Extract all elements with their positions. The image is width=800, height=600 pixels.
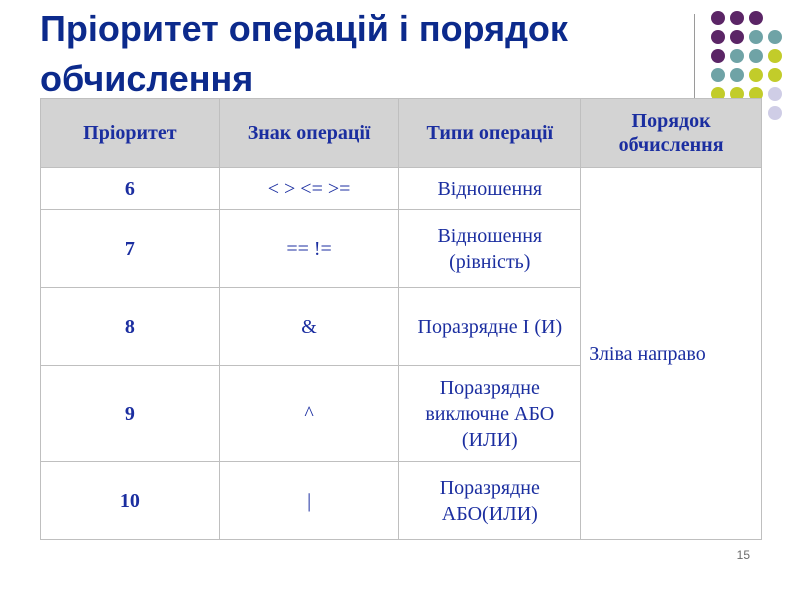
header-priority: Пріоритет [41, 99, 220, 168]
priority-cell: 10 [41, 462, 220, 540]
priority-cell: 6 [41, 168, 220, 210]
evaluation-order-cell: Зліва направо [581, 168, 762, 540]
decorative-dot [711, 68, 725, 82]
sign-cell: ^ [219, 366, 399, 462]
decorative-dot [730, 11, 744, 25]
decorative-dot [730, 49, 744, 63]
decorative-dot [749, 68, 763, 82]
decorative-dot [768, 87, 782, 101]
slide-title: Пріоритет операцій і порядок обчислення [40, 8, 568, 99]
type-cell: Поразрядне І (И) [399, 288, 581, 366]
decorative-dot [768, 68, 782, 82]
type-cell: Відношення [399, 168, 581, 210]
decorative-dot [768, 49, 782, 63]
decorative-dot [749, 30, 763, 44]
sign-cell: == != [219, 210, 399, 288]
priority-cell: 7 [41, 210, 220, 288]
table-header-row [41, 99, 762, 168]
header-operation-type: Типи операції [399, 99, 581, 168]
decorative-dot [768, 30, 782, 44]
sign-cell: < > <= >= [219, 168, 399, 210]
type-cell: Поразрядне АБО(ИЛИ) [399, 462, 581, 540]
type-cell: Поразрядне виключне АБО (ИЛИ) [399, 366, 581, 462]
decorative-dot [730, 30, 744, 44]
decorative-dot [730, 68, 744, 82]
decorative-dot [768, 106, 782, 120]
decorative-dot [711, 11, 725, 25]
priority-cell: 8 [41, 288, 220, 366]
decorative-dot [749, 49, 763, 63]
header-operation-sign: Знак операції [219, 99, 399, 168]
sign-cell: & [219, 288, 399, 366]
slide-number: 15 [736, 548, 750, 562]
decorative-dot [711, 30, 725, 44]
header-evaluation-order: Порядок обчислення [581, 99, 762, 168]
type-cell: Відношення (рівність) [399, 210, 581, 288]
priority-cell: 9 [41, 366, 220, 462]
operator-precedence-table [40, 98, 762, 540]
decorative-dot [749, 11, 763, 25]
table-row [41, 168, 762, 210]
decorative-dot [711, 49, 725, 63]
sign-cell: | [219, 462, 399, 540]
